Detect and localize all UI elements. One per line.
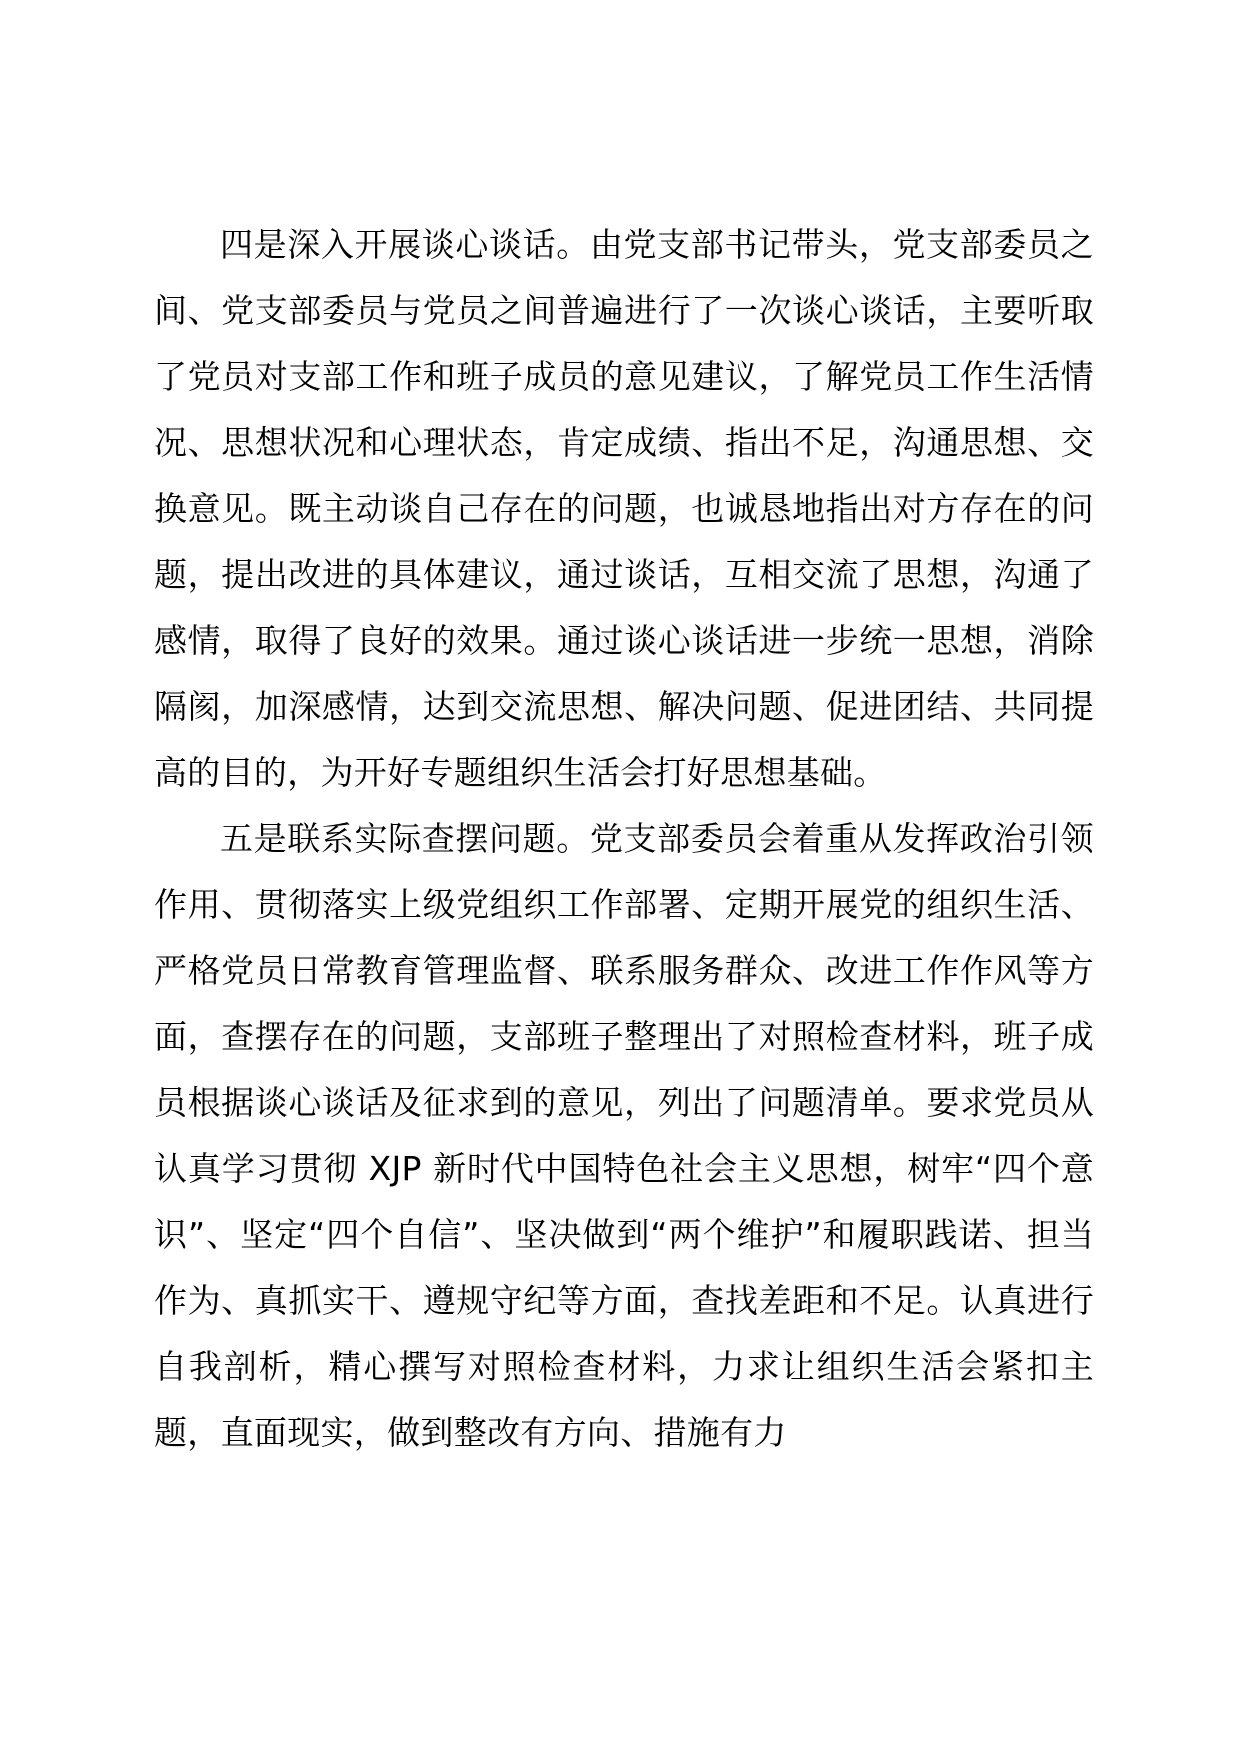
paragraph-talk-sessions: 四是深入开展谈心谈话。由党支部书记带头，党支部委员之间、党支部委员与党员之间普遍进行了一次谈心谈话，主要听取了党员对支部工作和班子成员的意见建议，了解党员工作生活情况、思想状况和心理状态，肯定成绩、指出不足，沟通思想、交换意见。既主动谈自己存在的问题，也诚恳地指出对方存在的问题，提出改进的具体建议，通过谈话，互相交流了思想，沟通了感情，取得了良好的效果。通过谈心谈话进一步统一思想，消除隔阂，加深感情，达到交流思想、解决问题、促进团结、共同提高的目的，为开好专题组织生活会打好思想基础。	[154, 225, 1094, 792]
document-body	[154, 212, 1094, 1466]
paragraph-identify-problems: 五是联系实际查摆问题。党支部委员会着重从发挥政治引领作用、贯彻落实上级党组织工作部署、定期开展党的组织生活、严格党员日常教育管理监督、联系服务群众、改进工作作风等方面，查摆存在的问题，支部班子整理出了对照检查材料，班子成员根据谈心谈话及征求到的意见，列出了问题清单。要求党员从认真学习贯彻 XJP 新时代中国特色社会主义思想，树牢“四个意识”、坚定“四个自信”、坚决做到“两个维护”和履职践诺、担当作为、真抓实干、遵规守纪等方面，查找差距和不足。认真进行自我剖析，精心撰写对照检查材料，力求让组织生活会紧扣主题，直面现实，做到整改有方向、措施有力	[154, 819, 1094, 1452]
